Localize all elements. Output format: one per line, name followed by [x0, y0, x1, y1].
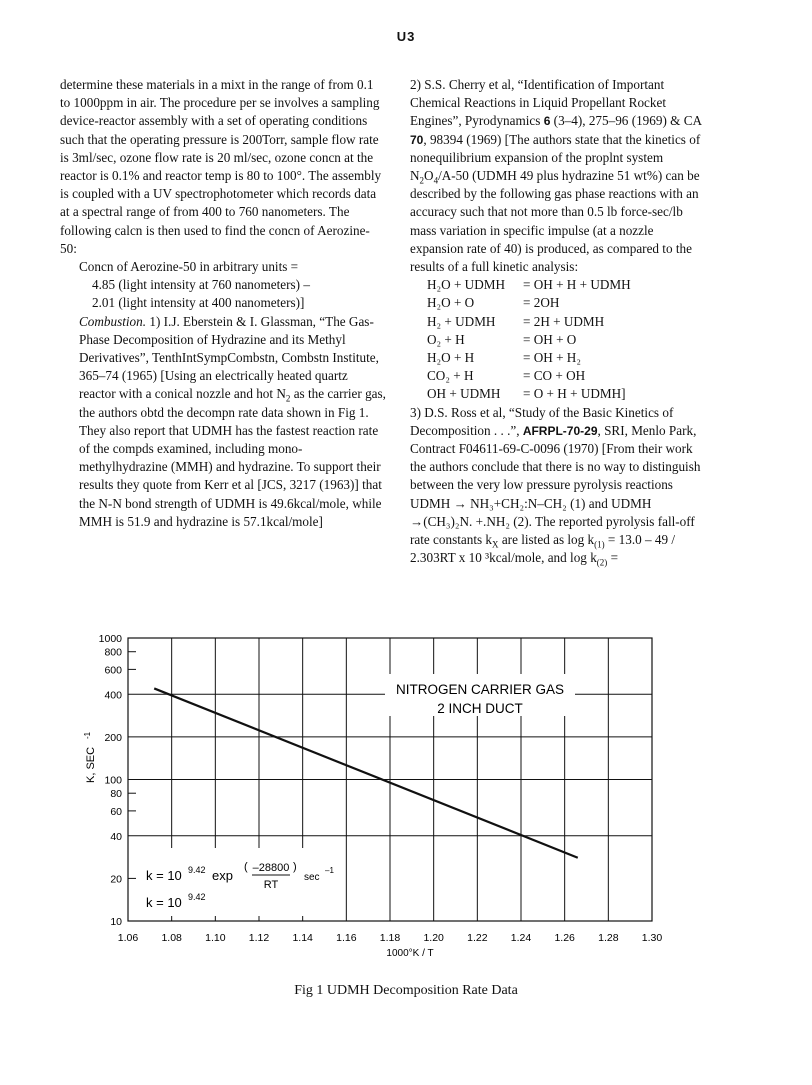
- figure-caption: Fig 1 UDMH Decomposition Rate Data: [294, 983, 518, 998]
- paragraph-combustion: [60, 313, 386, 531]
- ref-text: /A-50 (UDMH 49 plus hydrazine 51 wt%) can be described by the following gas phase reactions with an accuracy such that not more than 0.5 lb force-sec/lb mass variation in specific impulse (at a nozzle expansion rate of 40) is produced, as compared to the results of a full kinetic analysis:: [410, 168, 700, 275]
- reaction-row: [410, 313, 710, 331]
- equation-den: RT: [263, 879, 279, 891]
- ref-cherry: [410, 76, 710, 276]
- y-tick-label: 200: [104, 731, 122, 744]
- y-tick-label: 60: [110, 805, 122, 818]
- y-tick-label: 600: [104, 664, 122, 677]
- subscript: 2: [419, 175, 425, 186]
- y-tick-label: 1000: [98, 633, 122, 645]
- reaction-list: [410, 276, 710, 403]
- paren-open: (: [244, 861, 248, 873]
- x-tick-label: 1.28: [598, 932, 619, 944]
- y-tick-label: 40: [110, 830, 122, 843]
- reaction-lhs: CO₂ + H: [427, 368, 474, 384]
- combustion-ref-1-end: as the carrier gas, the authors obtd the decompn rate data shown in Fig 1. They also report that UDMH has the fastest reaction rate of the compds examined, including mono-methylhydrazine (MMH) and hydrazine. To support their results they quote from Kerr et al [JCS, 3217 (1963)] that the N-N bond strength of UDMH is 49.6kcal/mole, while MMH is 51.9 and hydrazine is 57.1kcal/mole]: [79, 386, 386, 529]
- ref-text: (3–4), 275–96 (1969) & CA: [550, 113, 702, 129]
- ref-text: , 98394 (1969) [The authors state that the kinetics of nonequilibrium expansion of the proplnt system N: [410, 131, 701, 184]
- reaction-lhs: H₂O + UDMH: [427, 277, 505, 293]
- right-column: [410, 76, 710, 567]
- chart-svg: [60, 628, 680, 968]
- ref-text: are listed as log k: [498, 532, 595, 548]
- equation-unit: sec: [304, 872, 320, 883]
- ref-text: 2) S.S. Cherry et al, “Identification of Important Chemical Reactions in Liquid Propellant Rocket Engines”, Pyrodynamics: [410, 77, 667, 129]
- concn-formula-2: 4.85 (light intensity at 760 nanometers) –: [92, 277, 310, 293]
- reaction-rhs: = CO + OH: [523, 368, 586, 384]
- equation2-lhs: k = 10: [146, 895, 182, 910]
- x-tick-label: 1.24: [510, 932, 532, 944]
- reaction-lhs: OH + UDMH: [427, 386, 501, 402]
- ylabel-sup: -1: [83, 731, 92, 739]
- x-tick-label: 1.10: [205, 932, 226, 944]
- reaction-rhs: = 2OH: [523, 295, 560, 311]
- ref-text: O: [424, 168, 434, 184]
- y-axis-label: [83, 731, 97, 783]
- reaction-rhs: = OH + H + UDMH: [523, 277, 631, 293]
- equation-lhs: k = 10: [146, 868, 182, 883]
- concn-formula-1: Concn of Aerozine-50 in arbitrary units =: [79, 259, 299, 275]
- subscript: (2): [596, 557, 608, 568]
- ref-text: , SRI, Menlo Park, Contract F04611-69-C-0096 (1970) [From their work the authors conclude that there is no way to distinguish between the very low pressure pyrolysis reactions UDMH → NH₃+CH₂:N–CH₂ (1) and UDMH →(CH₃)₂N. +.NH₂ (2). The reported pyrolysis fall-off rate constants k: [410, 422, 701, 548]
- reaction-row: [410, 367, 710, 385]
- paren-close: ): [293, 861, 297, 873]
- reaction-lhs: H₂ + UDMH: [427, 313, 496, 329]
- equation2-exp: 9.42: [188, 892, 206, 902]
- equation-num: –28800: [252, 862, 290, 874]
- x-tick-label: 1.26: [554, 932, 575, 944]
- combustion-ref-1: 1) I.J. Eberstein & I. Glassman, “The Gas-Phase Decomposition of Hydrazine and its Methyl Derivatives”, TenthIntSympCombstn, Combstn Institute, 365–74 (1965) [Using an electrically heated quartz reactor with a conical nozzle and hot N: [79, 313, 379, 402]
- y-tick-label: 20: [110, 873, 122, 886]
- reaction-rhs: = OH + H₂: [523, 350, 581, 366]
- subscript: (1): [594, 539, 605, 550]
- reaction-lhs: H₂O + H: [427, 350, 475, 366]
- x-tick-label: 1.16: [336, 932, 357, 944]
- x-tick-label: 1.08: [161, 932, 182, 944]
- reaction-rhs: = OH + O: [523, 331, 577, 347]
- chart-title: NITROGEN CARRIER GAS: [395, 682, 565, 697]
- paragraph-procedure: determine these materials in a mixt in the range of from 0.1 to 1000ppm in air. The procedure per se involves a sampling device-reactor assembly with a set of operating conditions such that the operating pressure is 200Torr, sample flow rate is 3ml/sec, ozone flow rate is 20 ml/sec, ozone concn at the reactor is 0.1% and reactor temp is 80 to 100°. The assembly is coupled with a UV spectrophotometer which records data at a spectral range of from 400 to 760 nanometers. The following calcn is then used to find the concn of Aerozine-50:: [60, 77, 382, 256]
- equation-mid: exp: [212, 868, 233, 883]
- y-tick-label: 400: [104, 689, 122, 702]
- y-tick-label: 10: [110, 916, 122, 928]
- reaction-lhs: H₂O + O: [427, 295, 475, 311]
- x-tick-label: 1.20: [423, 932, 444, 944]
- equation-unit-sup: –1: [325, 866, 334, 875]
- reaction-row: [410, 331, 710, 349]
- volume: 6: [543, 114, 551, 129]
- reaction-row: [410, 349, 710, 367]
- x-axis-label: 1000°K / T: [386, 948, 434, 959]
- reaction-row: [410, 385, 710, 403]
- combustion-heading: Combustion.: [79, 313, 147, 329]
- y-tick-label: 80: [110, 788, 122, 801]
- ref-text: = 13.0 – 49 / 2.303RT x 10 ³kcal/mole, and log k: [410, 532, 676, 566]
- left-column: [60, 76, 386, 531]
- x-tick-label: 1.06: [117, 932, 139, 944]
- y-tick-label: 100: [104, 774, 122, 787]
- reaction-row: [410, 276, 710, 294]
- concn-formula-3: 2.01 (light intensity at 400 nanometers)]: [92, 295, 305, 311]
- ylabel-text: K, SEC: [85, 746, 97, 783]
- x-tick-label: 1.14: [292, 932, 313, 944]
- x-tick-label: 1.30: [641, 932, 663, 944]
- chart-subtitle: 2 INCH DUCT: [437, 701, 523, 716]
- udmh-rate-chart: [60, 628, 680, 973]
- x-tick-label: 1.18: [379, 932, 401, 944]
- x-tick-label: 1.12: [248, 932, 270, 944]
- ref-text: =: [607, 550, 619, 566]
- reaction-rhs: = O + H + UDMH]: [523, 386, 626, 402]
- subscript: 2: [285, 394, 291, 405]
- ref-ross: [410, 404, 710, 568]
- equation-exp: 9.42: [188, 865, 206, 875]
- report-number: AFRPL-70-29: [522, 423, 598, 438]
- x-tick-label: 1.22: [467, 932, 488, 944]
- subscript: 4: [433, 175, 439, 186]
- y-tick-label: 800: [104, 646, 122, 659]
- reaction-row: [410, 294, 710, 312]
- reaction-lhs: O₂ + H: [427, 331, 465, 347]
- ref-text: 3) D.S. Ross et al, “Study of the Basic Kinetics of Decomposition . . .”,: [410, 404, 674, 438]
- reaction-rhs: = 2H + UDMH: [523, 313, 605, 329]
- page-number: U3: [396, 29, 416, 44]
- subscript: X: [492, 539, 499, 550]
- volume: 70: [410, 132, 424, 147]
